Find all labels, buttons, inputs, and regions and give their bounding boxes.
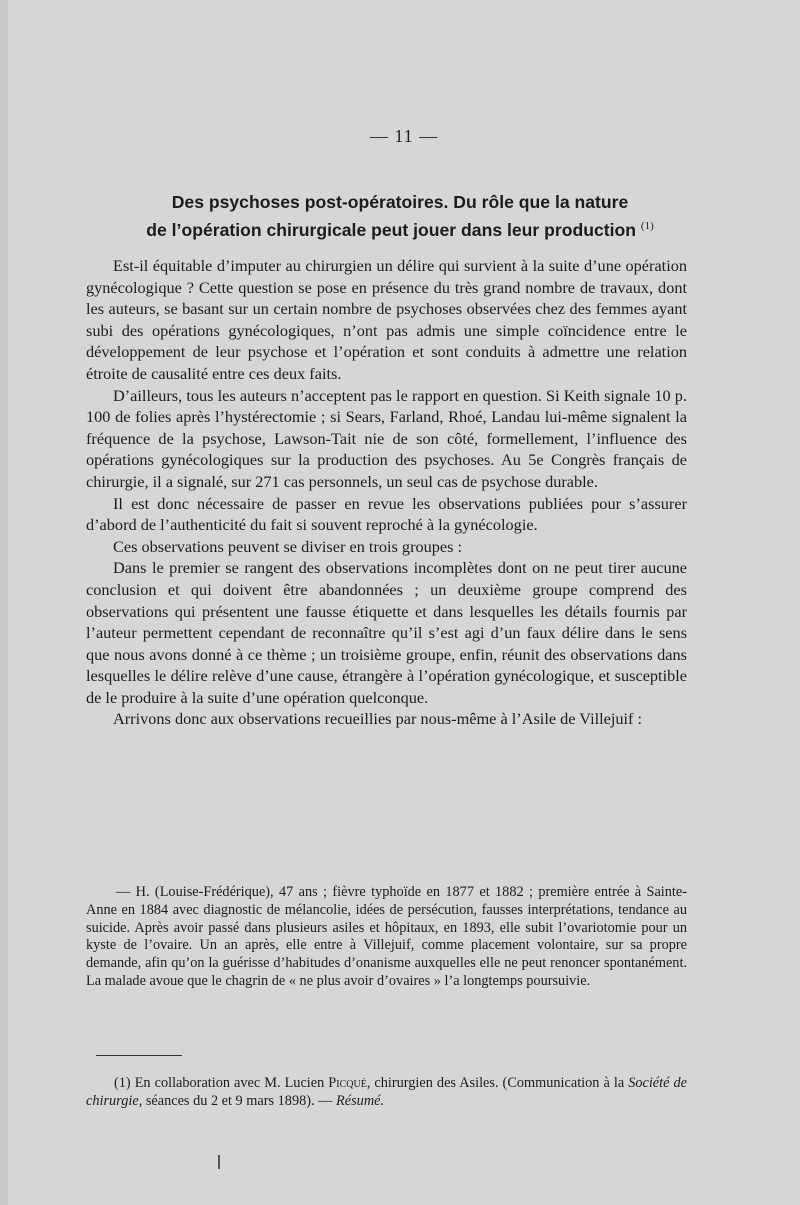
footnote [86, 1074, 687, 1110]
footnote-resume: Résumé. [336, 1093, 385, 1109]
paragraph: Ces observations peuvent se diviser en trois groupes : [113, 536, 463, 556]
article-body [86, 255, 687, 730]
footnote-author: Picqué [328, 1075, 367, 1091]
article-title [80, 190, 720, 242]
title-line-1: Des psychoses post-opératoires. Du rôle que la nature [171, 192, 629, 212]
case-report [86, 884, 687, 991]
footnote-society: Société de chirurgie [86, 1075, 687, 1109]
footnote-dates: , séances du 2 et 9 mars 1898). — [138, 1093, 337, 1109]
case-report-text: — H. (Louise-Frédérique), 47 ans ; fièvre typhoïde en 1877 et 1882 ; première entrée à Sainte-Anne en 1884 avec diagnostic de mélancolie, idées de persécution, fausses interprétations, tendance au suicide. Après avoir passé dans plusieurs asiles et hôpitaux, en 1893, elle subit l’ovariotomie pour un kyste de l’ovaire. Un an après, elle entre à Villejuif, comme placement volontaire, sur sa propre demande, afin qu’on la guérisse d’habitudes d’onanisme auxquelles elle ne peut renoncer spontanément. La malade avoue que le chagrin de « ne plus avoir d’ovaires » l’a longtemps poursuivie. [86, 884, 687, 989]
page-number: — 11 — [369, 126, 439, 146]
title-line-2: de l’opération chirurgicale peut jouer dans leur production [146, 219, 637, 240]
footnote-divider [96, 1055, 182, 1056]
footnote-text [86, 1074, 687, 1110]
paragraph: Dans le premier se rangent des observations incomplètes dont on ne peut tirer aucune conclusion et qui doivent être abandonnées ; un deuxième groupe comprend des observations qui présentent une fausse étiquette et dans lesquelles les détails fournis par l’auteur permettent cependant de reconnaître qu’il s’est agi d’un faux délire dans le sens que nous avons donné à ce thème ; un troisième groupe, enfin, réunit des observations dans lesquelles le délire relève d’une cause, étrangère à l’opération gynécologique, et susceptible de le produire à la suite d’une opération quelconque. [86, 558, 687, 707]
footnote-prefix: (1) En collaboration avec M. Lucien [114, 1075, 329, 1091]
paragraph: D’ailleurs, tous les auteurs n’acceptent pas le rapport en question. Si Keith signale 10 p. 100 de folies après l’hystérectomie ; si Sears, Farland, Rhoé, Landau lui-même signalent la fréquence de la psychose, Lawson-Tait nie de son côté, formellement, l’influence des opérations gynécologiques sur la production des psychoses. Au 5e Congrès français de chirurgie, il a signalé, sur 271 cas personnels, un seul cas de psychose durable. [86, 385, 687, 491]
paragraph: Il est donc nécessaire de passer en revue les observations publiées pour s’assurer d’abord de l’authenticité du fait si souvent reproché à la gynécologie. [86, 493, 687, 535]
document-page [8, 0, 800, 1205]
footnote-middle: , chirurgien des Asiles. (Communication à la [366, 1075, 629, 1091]
paragraph: Est-il équitable d’imputer au chirurgien un délire qui survient à la suite d’une opération gynécologique ? Cette question se pose en présence du très grand nombre de travaux, dont les auteurs, se basant sur un certain nombre de psychoses observées chez des femmes ayant subi des opérations gynécologiques, n’ont pas admis une simple coïncidence entre le développement de leur psychose et l’opération et sont conduits à admettre une relation étroite de causalité entre ces deux faits. [86, 256, 687, 383]
footnote-reference: (1) [640, 220, 654, 232]
scan-mark [218, 1155, 220, 1169]
paragraph: Arrivons donc aux observations recueillies par nous-même à l’Asile de Villejuif : [113, 709, 643, 729]
